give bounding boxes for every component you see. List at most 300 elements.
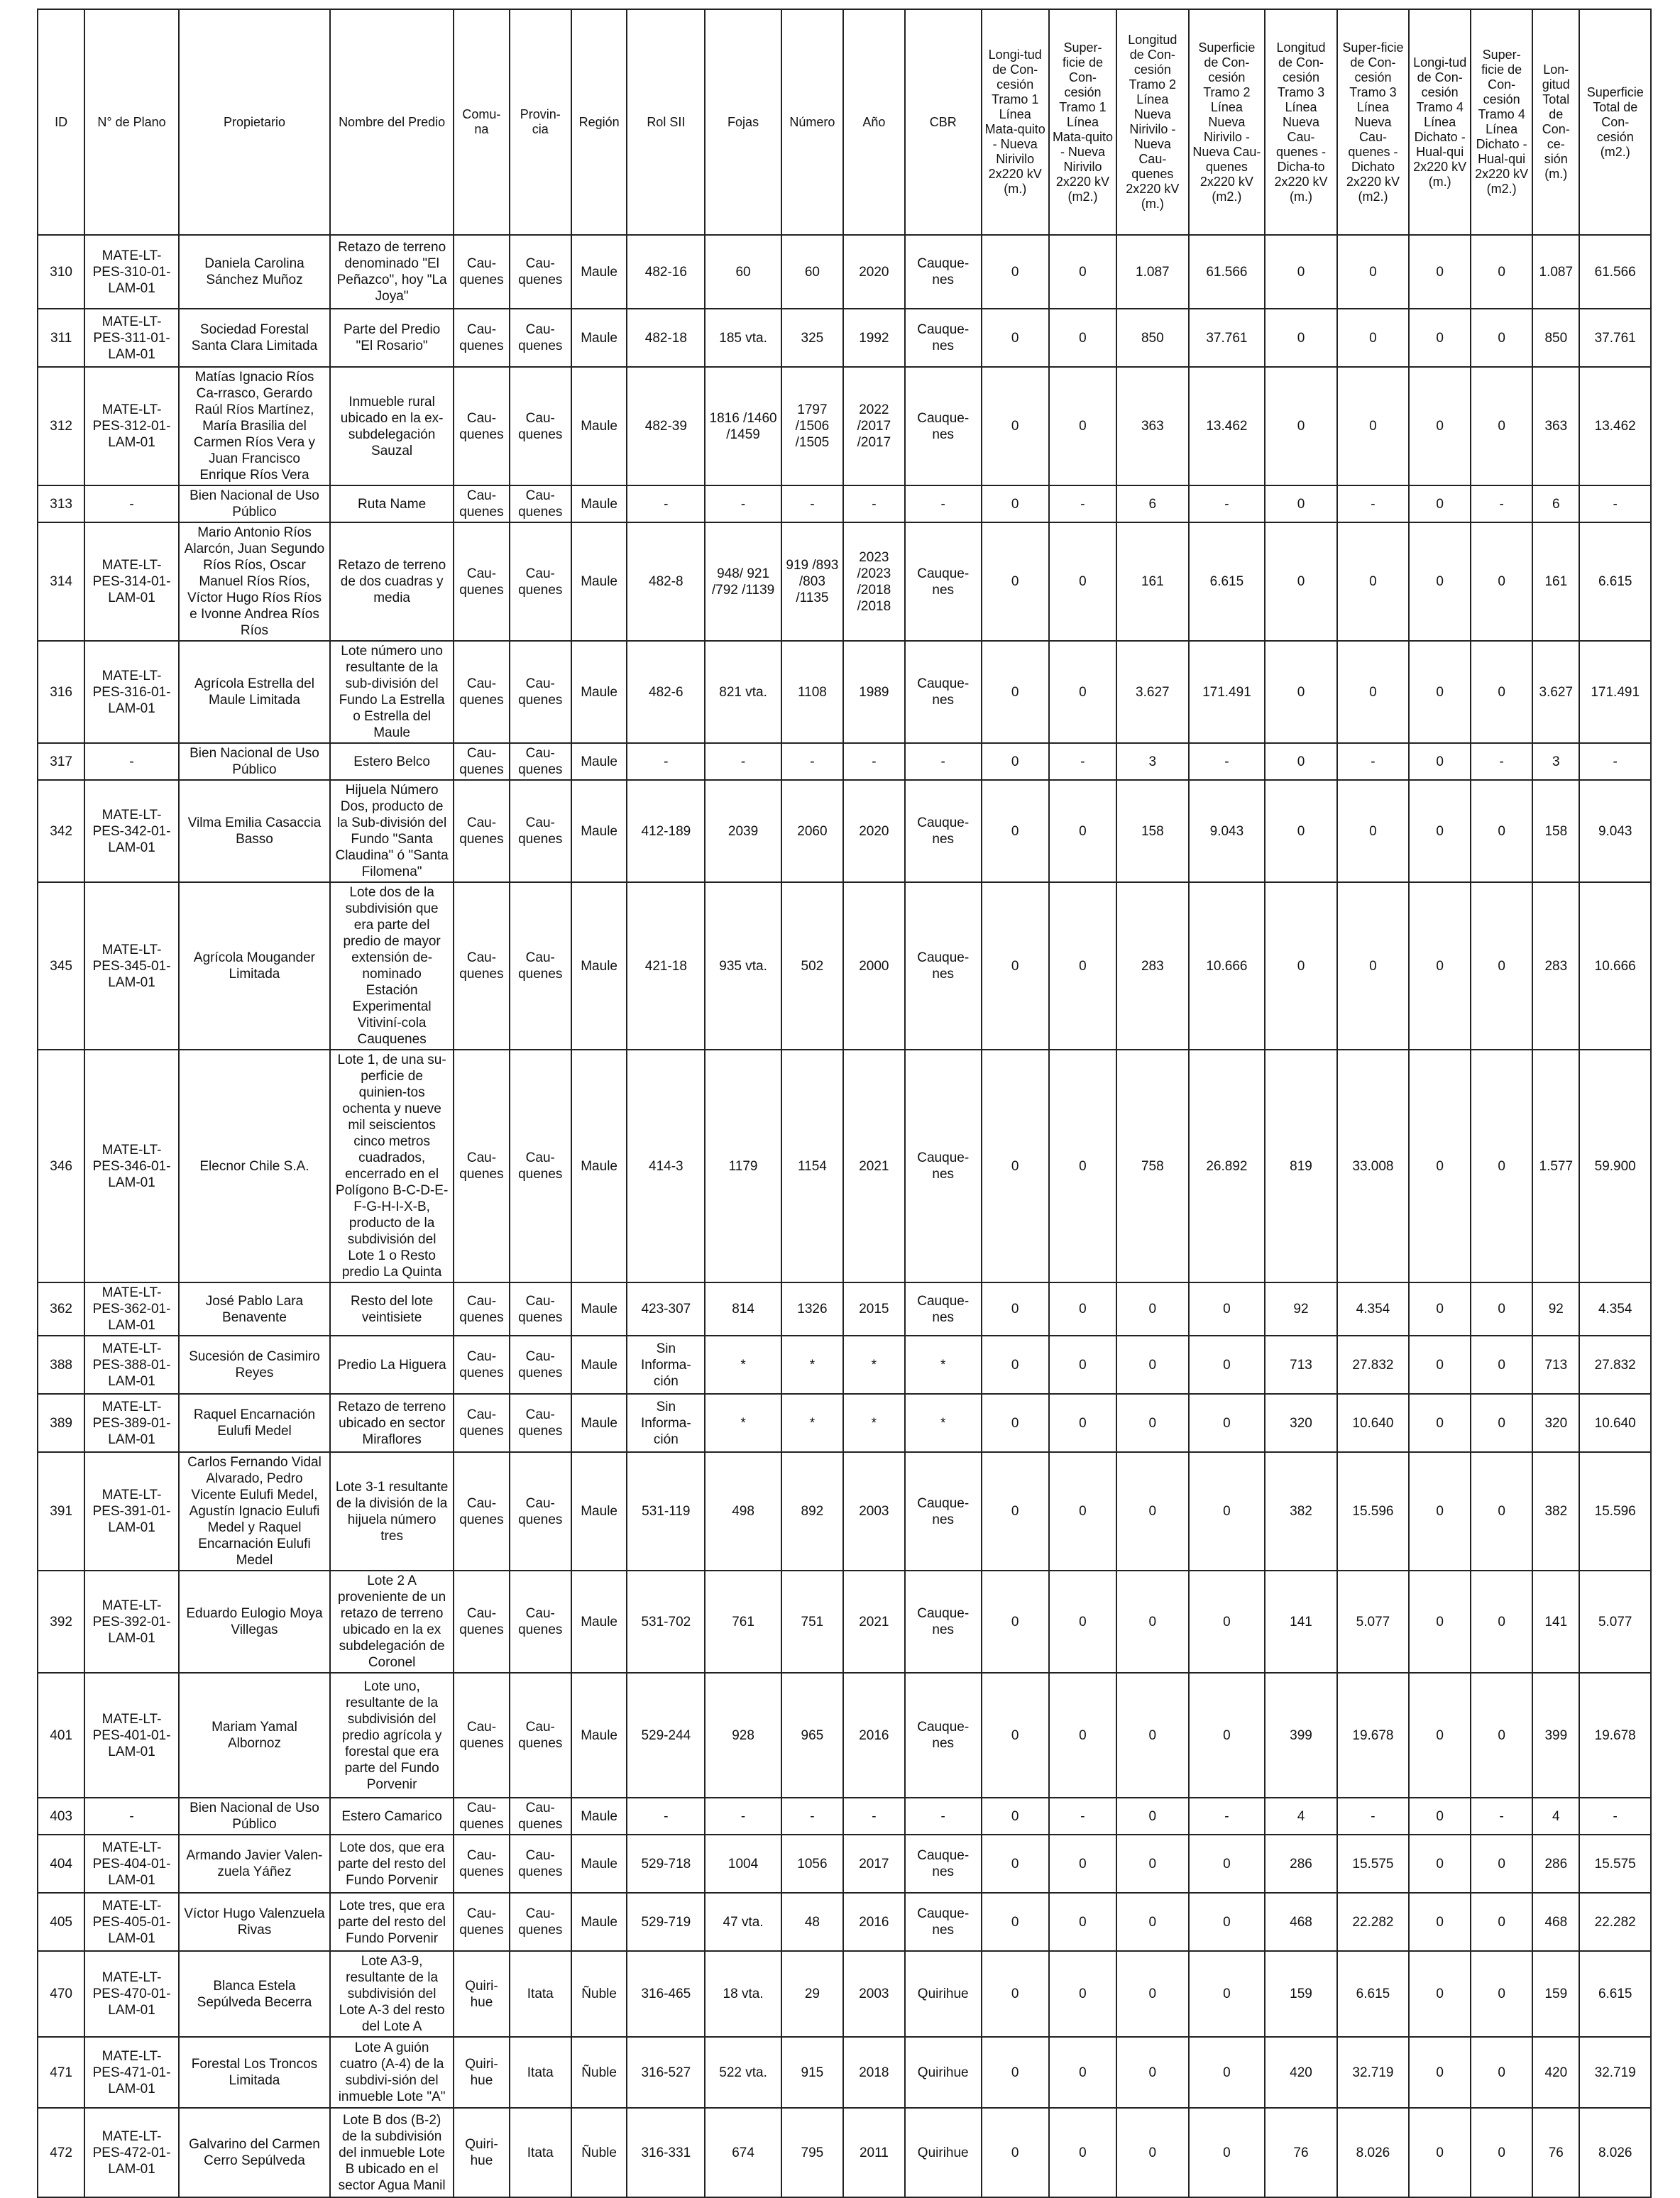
cell-sup-tramo2: 13.462 (1189, 367, 1266, 485)
header-rol-sii: Rol SII (627, 9, 705, 235)
cell-region: Maule (571, 1050, 627, 1282)
cell-provincia: Cau-quenes (510, 743, 571, 780)
cell-long-tramo4: 0 (1409, 1394, 1471, 1452)
cell-propietario: Raquel Encarnación Eulufi Medel (179, 1394, 330, 1452)
cell-rol-sii: 482-8 (627, 522, 705, 641)
cell-nombre-predio: Parte del Predio "El Rosario" (330, 309, 454, 367)
cell-cbr: - (905, 1798, 982, 1835)
cell-sup-tramo2: 0 (1189, 1893, 1266, 1951)
cell-long-tramo4: 0 (1409, 1336, 1471, 1394)
cell-sup-tramo4: 0 (1471, 1951, 1532, 2037)
cell-sup-tramo4: 0 (1471, 1673, 1532, 1798)
cell-sup-tramo2: 61.566 (1189, 235, 1266, 309)
cell-sup-tramo2: 9.043 (1189, 780, 1266, 882)
cell-cbr: Cauque-nes (905, 1835, 982, 1893)
cell-long-tramo4: 0 (1409, 367, 1471, 485)
cell-region: Maule (571, 1893, 627, 1951)
cell-fojas: * (705, 1394, 781, 1452)
cell-nombre-predio: Lote número uno resultante de la sub-división del Fundo La Estrella o Estrella del Maule (330, 641, 454, 743)
cell-long-total: 713 (1532, 1336, 1579, 1394)
cell-sup-tramo2: 0 (1189, 1282, 1266, 1336)
cell-long-tramo2: 0 (1116, 2037, 1188, 2108)
cell-long-total: 161 (1532, 522, 1579, 641)
cell-region: Maule (571, 882, 627, 1050)
cell-propietario: Elecnor Chile S.A. (179, 1050, 330, 1282)
cell-cbr: Quirihue (905, 2037, 982, 2108)
cell-sup-tramo2: 26.892 (1189, 1050, 1266, 1282)
cell-comuna: Cau-quenes (454, 1282, 510, 1336)
cell-anio: 2020 (843, 235, 905, 309)
cell-cbr: Cauque-nes (905, 367, 982, 485)
cell-comuna: Cau-quenes (454, 743, 510, 780)
cell-rol-sii: Sin Informa-ción (627, 1336, 705, 1394)
header-id: ID (38, 9, 84, 235)
cell-sup-tramo4: 0 (1471, 641, 1532, 743)
cell-long-tramo2: 0 (1116, 1452, 1188, 1571)
cell-nombre-predio: Lote B dos (B-2) de la subdivisión del inmueble Lote B ubicado en el sector Agua Manil (330, 2108, 454, 2197)
cell-sup-tramo3: 0 (1337, 641, 1409, 743)
cell-propietario: Agrícola Mougander Limitada (179, 882, 330, 1050)
cell-region: Maule (571, 367, 627, 485)
cell-nombre-predio: Estero Camarico (330, 1798, 454, 1835)
cell-numero: 48 (781, 1893, 843, 1951)
cell-plano: MATE-LT-PES-316-01-LAM-01 (84, 641, 179, 743)
cell-fojas: 814 (705, 1282, 781, 1336)
cell-propietario: Vilma Emilia Casaccia Basso (179, 780, 330, 882)
cell-sup-tramo4: - (1471, 743, 1532, 780)
cell-provincia: Cau-quenes (510, 1336, 571, 1394)
header-comuna: Comu-na (454, 9, 510, 235)
cell-sup-tramo3: 6.615 (1337, 1951, 1409, 2037)
table-row (38, 780, 1651, 882)
cell-id: 404 (38, 1835, 84, 1893)
cell-sup-tramo4: 0 (1471, 1050, 1532, 1282)
cell-sup-tramo2: - (1189, 485, 1266, 522)
cell-sup-tramo1: - (1049, 485, 1116, 522)
cell-cbr: Cauque-nes (905, 641, 982, 743)
cell-fojas: 1816 /1460 /1459 (705, 367, 781, 485)
cell-fojas: 2039 (705, 780, 781, 882)
cell-sup-tramo3: - (1337, 1798, 1409, 1835)
header-fojas: Fojas (705, 9, 781, 235)
cell-fojas: 185 vta. (705, 309, 781, 367)
cell-rol-sii: 482-16 (627, 235, 705, 309)
cell-anio: - (843, 743, 905, 780)
cell-long-total: 1.087 (1532, 235, 1579, 309)
cell-long-tramo4: 0 (1409, 1798, 1471, 1835)
cell-sup-tramo1: 0 (1049, 641, 1116, 743)
cell-id: 472 (38, 2108, 84, 2197)
cell-long-tramo3: 0 (1265, 367, 1336, 485)
cell-sup-tramo1: - (1049, 743, 1116, 780)
cell-plano: MATE-LT-PES-391-01-LAM-01 (84, 1452, 179, 1571)
cell-propietario: Blanca Estela Sepúlveda Becerra (179, 1951, 330, 2037)
cell-sup-total: 10.666 (1579, 882, 1651, 1050)
cell-propietario: Bien Nacional de Uso Público (179, 485, 330, 522)
cell-propietario: Matías Ignacio Ríos Ca-rrasco, Gerardo Raúl Ríos Martínez, María Brasilia del Carmen Ríos Vera y Juan Francisco Enrique Ríos Vera (179, 367, 330, 485)
header-provincia: Provin-cia (510, 9, 571, 235)
header-nombre-predio: Nombre del Predio (330, 9, 454, 235)
cell-sup-tramo3: 27.832 (1337, 1336, 1409, 1394)
cell-numero: 919 /893 /803 /1135 (781, 522, 843, 641)
table-row (38, 743, 1651, 780)
header-plano: N° de Plano (84, 9, 179, 235)
table-row (38, 1835, 1651, 1893)
cell-long-tramo4: 0 (1409, 1835, 1471, 1893)
cell-rol-sii: Sin Informa-ción (627, 1394, 705, 1452)
cell-fojas: 821 vta. (705, 641, 781, 743)
cell-sup-total: - (1579, 1798, 1651, 1835)
cell-sup-total: 6.615 (1579, 522, 1651, 641)
cell-sup-tramo2: 37.761 (1189, 309, 1266, 367)
cell-long-tramo4: 0 (1409, 1452, 1471, 1571)
cell-sup-tramo2: 0 (1189, 2108, 1266, 2197)
cell-propietario: Galvarino del Carmen Cerro Sepúlveda (179, 2108, 330, 2197)
cell-sup-tramo3: 0 (1337, 235, 1409, 309)
cell-long-tramo2: 363 (1116, 367, 1188, 485)
cell-long-tramo2: 0 (1116, 1798, 1188, 1835)
cell-id: 401 (38, 1673, 84, 1798)
cell-sup-total: 171.491 (1579, 641, 1651, 743)
cell-comuna: Cau-quenes (454, 367, 510, 485)
cell-sup-tramo4: 0 (1471, 1452, 1532, 1571)
cell-long-tramo3: 0 (1265, 309, 1336, 367)
cell-sup-tramo4: 0 (1471, 522, 1532, 641)
cell-anio: 2003 (843, 1452, 905, 1571)
cell-long-total: 286 (1532, 1835, 1579, 1893)
cell-numero: 60 (781, 235, 843, 309)
cell-sup-tramo2: 0 (1189, 1951, 1266, 2037)
header-numero: Número (781, 9, 843, 235)
cell-sup-tramo2: - (1189, 743, 1266, 780)
cell-plano: MATE-LT-PES-314-01-LAM-01 (84, 522, 179, 641)
cell-sup-tramo4: 0 (1471, 1893, 1532, 1951)
cell-rol-sii: 529-718 (627, 1835, 705, 1893)
cell-propietario: José Pablo Lara Benavente (179, 1282, 330, 1336)
cell-sup-tramo1: 0 (1049, 2037, 1116, 2108)
cell-provincia: Cau-quenes (510, 309, 571, 367)
cell-nombre-predio: Resto del lote veintisiete (330, 1282, 454, 1336)
cell-long-tramo1: 0 (982, 1951, 1049, 2037)
cell-comuna: Cau-quenes (454, 882, 510, 1050)
cell-propietario: Eduardo Eulogio Moya Villegas (179, 1571, 330, 1673)
cell-sup-tramo3: - (1337, 743, 1409, 780)
cell-id: 391 (38, 1452, 84, 1571)
cell-provincia: Cau-quenes (510, 1893, 571, 1951)
cell-long-tramo2: 0 (1116, 1835, 1188, 1893)
cell-provincia: Cau-quenes (510, 1673, 571, 1798)
cell-sup-tramo2: 0 (1189, 1673, 1266, 1798)
cell-provincia: Cau-quenes (510, 780, 571, 882)
cell-region: Ñuble (571, 2108, 627, 2197)
cell-long-tramo4: 0 (1409, 309, 1471, 367)
cell-cbr: Cauque-nes (905, 882, 982, 1050)
cell-fojas: 47 vta. (705, 1893, 781, 1951)
table-row (38, 2037, 1651, 2108)
cell-id: 342 (38, 780, 84, 882)
cell-nombre-predio: Lote dos de la subdivisión que era parte del predio de mayor extensión de-nominado Estación Experimental Vitiviní-cola Cauquenes (330, 882, 454, 1050)
cell-rol-sii: 316-527 (627, 2037, 705, 2108)
table-row (38, 1571, 1651, 1673)
cell-fojas: 928 (705, 1673, 781, 1798)
cell-plano: - (84, 1798, 179, 1835)
cell-sup-tramo3: 22.282 (1337, 1893, 1409, 1951)
cell-numero: * (781, 1394, 843, 1452)
cell-nombre-predio: Inmueble rural ubicado en la ex-subdelegación Sauzal (330, 367, 454, 485)
cell-long-total: 420 (1532, 2037, 1579, 2108)
cell-region: Maule (571, 1571, 627, 1673)
cell-long-tramo1: 0 (982, 1050, 1049, 1282)
cell-sup-tramo3: - (1337, 485, 1409, 522)
cell-rol-sii: 414-3 (627, 1050, 705, 1282)
cell-numero: 1056 (781, 1835, 843, 1893)
cell-cbr: Cauque-nes (905, 780, 982, 882)
cell-rol-sii: - (627, 743, 705, 780)
cell-rol-sii: 316-331 (627, 2108, 705, 2197)
cell-long-tramo3: 159 (1265, 1951, 1336, 2037)
cell-sup-tramo1: 0 (1049, 522, 1116, 641)
cell-plano: MATE-LT-PES-345-01-LAM-01 (84, 882, 179, 1050)
cell-long-tramo2: 758 (1116, 1050, 1188, 1282)
cell-long-tramo2: 158 (1116, 780, 1188, 882)
cell-cbr: - (905, 485, 982, 522)
cell-fojas: 935 vta. (705, 882, 781, 1050)
cell-numero: 795 (781, 2108, 843, 2197)
cell-numero: 1108 (781, 641, 843, 743)
cell-anio: 2017 (843, 1835, 905, 1893)
cell-comuna: Cau-quenes (454, 1452, 510, 1571)
cell-sup-tramo2: 10.666 (1189, 882, 1266, 1050)
cell-anio: 2011 (843, 2108, 905, 2197)
cell-long-tramo1: 0 (982, 367, 1049, 485)
cell-comuna: Cau-quenes (454, 235, 510, 309)
cell-comuna: Cau-quenes (454, 1050, 510, 1282)
table-row (38, 1951, 1651, 2037)
cell-provincia: Cau-quenes (510, 522, 571, 641)
header-sup-total: Superficie Total de Con-cesión (m2.) (1579, 9, 1651, 235)
cell-long-tramo4: 0 (1409, 1673, 1471, 1798)
cell-plano: MATE-LT-PES-388-01-LAM-01 (84, 1336, 179, 1394)
cell-long-tramo4: 0 (1409, 1571, 1471, 1673)
cell-sup-tramo2: 0 (1189, 1835, 1266, 1893)
table-row (38, 522, 1651, 641)
cell-anio: * (843, 1394, 905, 1452)
cell-fojas: 18 vta. (705, 1951, 781, 2037)
cell-long-tramo3: 713 (1265, 1336, 1336, 1394)
cell-sup-tramo4: 0 (1471, 780, 1532, 882)
cell-comuna: Cau-quenes (454, 309, 510, 367)
cell-region: Maule (571, 780, 627, 882)
cell-cbr: Cauque-nes (905, 235, 982, 309)
cell-long-tramo4: 0 (1409, 522, 1471, 641)
cell-long-tramo1: 0 (982, 522, 1049, 641)
cell-rol-sii: 531-702 (627, 1571, 705, 1673)
cell-long-tramo4: 0 (1409, 743, 1471, 780)
cell-provincia: Cau-quenes (510, 1571, 571, 1673)
cell-long-tramo3: 382 (1265, 1452, 1336, 1571)
cell-numero: - (781, 1798, 843, 1835)
cell-rol-sii: 412-189 (627, 780, 705, 882)
cell-cbr: * (905, 1336, 982, 1394)
cell-long-tramo2: 0 (1116, 1282, 1188, 1336)
table-row (38, 1050, 1651, 1282)
cell-sup-total: 9.043 (1579, 780, 1651, 882)
table-row (38, 235, 1651, 309)
cell-region: Maule (571, 309, 627, 367)
cell-long-tramo2: 0 (1116, 1571, 1188, 1673)
cell-long-tramo3: 0 (1265, 743, 1336, 780)
cell-long-tramo3: 420 (1265, 2037, 1336, 2108)
cell-provincia: Cau-quenes (510, 882, 571, 1050)
cell-id: 388 (38, 1336, 84, 1394)
table-row (38, 1336, 1651, 1394)
cell-sup-tramo3: 10.640 (1337, 1394, 1409, 1452)
cell-cbr: Cauque-nes (905, 522, 982, 641)
cell-sup-tramo1: 0 (1049, 1282, 1116, 1336)
cell-anio: - (843, 1798, 905, 1835)
cell-long-tramo3: 399 (1265, 1673, 1336, 1798)
cell-numero: 751 (781, 1571, 843, 1673)
cell-long-total: 6 (1532, 485, 1579, 522)
cell-sup-tramo1: 0 (1049, 309, 1116, 367)
cell-long-tramo4: 0 (1409, 235, 1471, 309)
cell-long-total: 382 (1532, 1452, 1579, 1571)
cell-long-tramo4: 0 (1409, 780, 1471, 882)
cell-long-tramo2: 1.087 (1116, 235, 1188, 309)
cell-sup-tramo2: 171.491 (1189, 641, 1266, 743)
cell-long-total: 158 (1532, 780, 1579, 882)
cell-anio: 2021 (843, 1050, 905, 1282)
cell-nombre-predio: Retazo de terreno denominado "El Peñazco", hoy "La Joya" (330, 235, 454, 309)
cell-sup-total: 8.026 (1579, 2108, 1651, 2197)
cell-anio: 2003 (843, 1951, 905, 2037)
cell-sup-tramo3: 5.077 (1337, 1571, 1409, 1673)
cell-nombre-predio: Estero Belco (330, 743, 454, 780)
cell-numero: 1797 /1506 /1505 (781, 367, 843, 485)
cell-cbr: Cauque-nes (905, 309, 982, 367)
header-long-tramo3: Longitud de Con-cesión Tramo 3 Línea Nueva Cau-quenes - Dicha-to 2x220 kV (m.) (1265, 9, 1336, 235)
header-long-tramo2: Longitud de Con-cesión Tramo 2 Línea Nueva Nirivilo - Nueva Cau-quenes 2x220 kV (m.) (1116, 9, 1188, 235)
cell-id: 389 (38, 1394, 84, 1452)
cell-region: Maule (571, 1452, 627, 1571)
cell-comuna: Cau-quenes (454, 485, 510, 522)
cell-anio: - (843, 485, 905, 522)
cell-cbr: Cauque-nes (905, 1571, 982, 1673)
cell-cbr: Cauque-nes (905, 1452, 982, 1571)
cell-sup-total: 10.640 (1579, 1394, 1651, 1452)
cell-long-tramo3: 819 (1265, 1050, 1336, 1282)
cell-id: 403 (38, 1798, 84, 1835)
cell-long-tramo4: 0 (1409, 641, 1471, 743)
cell-rol-sii: 531-119 (627, 1452, 705, 1571)
cell-anio: 2023 /2023 /2018 /2018 (843, 522, 905, 641)
cell-long-total: 92 (1532, 1282, 1579, 1336)
cell-long-tramo2: 3 (1116, 743, 1188, 780)
cell-cbr: Quirihue (905, 2108, 982, 2197)
cell-long-tramo2: 0 (1116, 1893, 1188, 1951)
header-long-tramo1: Longi-tud de Con-cesión Tramo 1 Línea Mata-quito - Nueva Nirivilo 2x220 kV (m.) (982, 9, 1049, 235)
cell-provincia: Itata (510, 2037, 571, 2108)
cell-comuna: Cau-quenes (454, 780, 510, 882)
cell-propietario: Sociedad Forestal Santa Clara Limitada (179, 309, 330, 367)
cell-provincia: Cau-quenes (510, 485, 571, 522)
cell-sup-tramo1: 0 (1049, 2108, 1116, 2197)
cell-sup-total: 27.832 (1579, 1336, 1651, 1394)
cell-long-tramo1: 0 (982, 1282, 1049, 1336)
cell-id: 346 (38, 1050, 84, 1282)
table-row (38, 1452, 1651, 1571)
cell-long-total: 3 (1532, 743, 1579, 780)
cell-long-tramo1: 0 (982, 1673, 1049, 1798)
cell-propietario: Mariam Yamal Albornoz (179, 1673, 330, 1798)
cell-sup-total: - (1579, 485, 1651, 522)
cell-id: 362 (38, 1282, 84, 1336)
cell-long-tramo2: 850 (1116, 309, 1188, 367)
table-row (38, 309, 1651, 367)
cell-fojas: 498 (705, 1452, 781, 1571)
cell-anio: 2021 (843, 1571, 905, 1673)
cell-sup-tramo4: 0 (1471, 1394, 1532, 1452)
cell-rol-sii: 529-244 (627, 1673, 705, 1798)
cell-long-tramo2: 6 (1116, 485, 1188, 522)
cell-comuna: Cau-quenes (454, 522, 510, 641)
cell-long-tramo1: 0 (982, 1893, 1049, 1951)
cell-plano: MATE-LT-PES-362-01-LAM-01 (84, 1282, 179, 1336)
table-row (38, 1282, 1651, 1336)
cell-fojas: 1004 (705, 1835, 781, 1893)
cell-rol-sii: 529-719 (627, 1893, 705, 1951)
cell-numero: 29 (781, 1951, 843, 2037)
cell-long-tramo1: 0 (982, 1452, 1049, 1571)
cell-long-tramo1: 0 (982, 2108, 1049, 2197)
cell-sup-tramo3: 32.719 (1337, 2037, 1409, 2108)
cell-nombre-predio: Lote uno, resultante de la subdivisión del predio agrícola y forestal que era parte del Fundo Porvenir (330, 1673, 454, 1798)
table-row (38, 1394, 1651, 1452)
cell-cbr: Cauque-nes (905, 1893, 982, 1951)
cell-anio: 2020 (843, 780, 905, 882)
cell-id: 310 (38, 235, 84, 309)
cell-sup-tramo3: 15.575 (1337, 1835, 1409, 1893)
cell-long-tramo3: 0 (1265, 780, 1336, 882)
cell-nombre-predio: Lote A3-9, resultante de la subdivisión del Lote A-3 del resto del Lote A (330, 1951, 454, 2037)
cell-nombre-predio: Lote A guión cuatro (A-4) de la subdivi-sión del inmueble Lote "A" (330, 2037, 454, 2108)
cell-sup-total: 15.596 (1579, 1452, 1651, 1571)
cell-fojas: * (705, 1336, 781, 1394)
cell-long-tramo2: 283 (1116, 882, 1188, 1050)
header-sup-tramo1: Super-ficie de Con-cesión Tramo 1 Línea Mata-quito - Nueva Nirivilo 2x220 kV (m2.) (1049, 9, 1116, 235)
cell-long-tramo1: 0 (982, 780, 1049, 882)
cell-sup-tramo3: 0 (1337, 522, 1409, 641)
cell-nombre-predio: Lote 2 A proveniente de un retazo de terreno ubicado en la ex subdelegación de Coronel (330, 1571, 454, 1673)
cell-comuna: Quiri-hue (454, 1951, 510, 2037)
cell-plano: MATE-LT-PES-392-01-LAM-01 (84, 1571, 179, 1673)
cell-sup-tramo1: - (1049, 1798, 1116, 1835)
cell-nombre-predio: Hijuela Número Dos, producto de la Sub-división del Fundo "Santa Claudina" ó "Santa Filomena" (330, 780, 454, 882)
cell-rol-sii: 421-18 (627, 882, 705, 1050)
cell-numero: 915 (781, 2037, 843, 2108)
cell-long-tramo1: 0 (982, 1798, 1049, 1835)
cell-sup-tramo1: 0 (1049, 1452, 1116, 1571)
cell-comuna: Cau-quenes (454, 1673, 510, 1798)
cell-numero: 1154 (781, 1050, 843, 1282)
cell-propietario: Carlos Fernando Vidal Alvarado, Pedro Vicente Eulufi Medel, Agustín Ignacio Eulufi Medel y Raquel Encarnación Eulufi Medel (179, 1452, 330, 1571)
cell-long-tramo2: 161 (1116, 522, 1188, 641)
cell-long-tramo3: 4 (1265, 1798, 1336, 1835)
cell-plano: MATE-LT-PES-471-01-LAM-01 (84, 2037, 179, 2108)
cell-sup-tramo3: 33.008 (1337, 1050, 1409, 1282)
cell-cbr: Cauque-nes (905, 1050, 982, 1282)
cell-sup-tramo3: 8.026 (1337, 2108, 1409, 2197)
